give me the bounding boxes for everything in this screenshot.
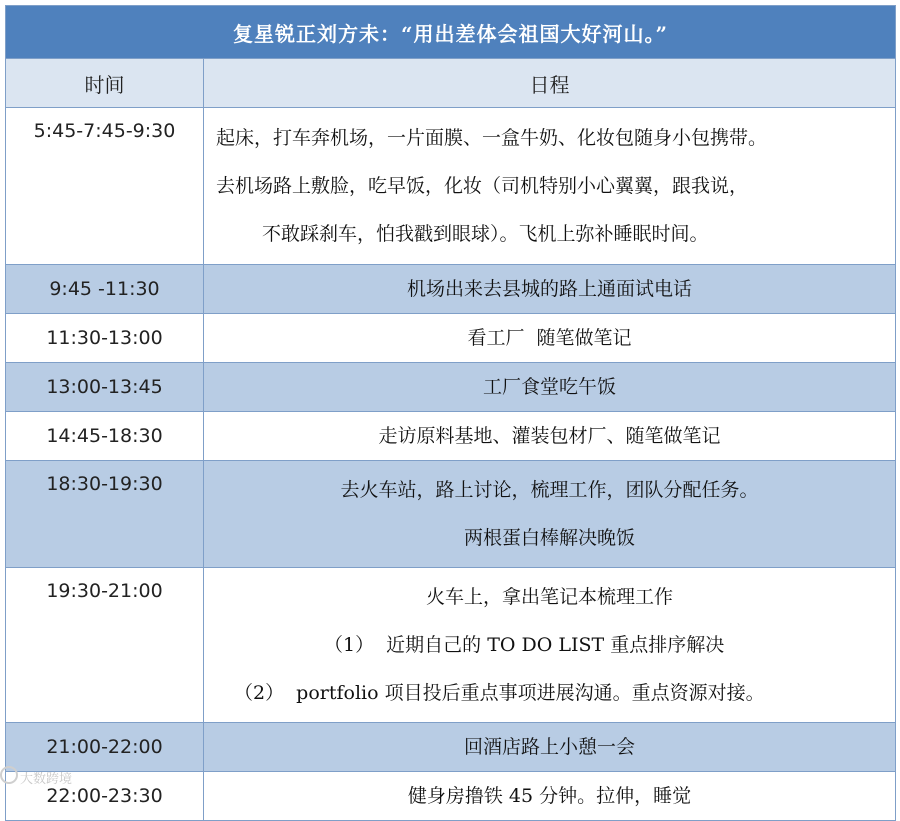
- time-cell: 14:45-18:30: [6, 412, 204, 461]
- schedule-cell: [204, 363, 896, 412]
- schedule-cell: [204, 772, 896, 821]
- time-cell: 11:30-13:00: [6, 314, 204, 363]
- time-cell: 19:30-21:00: [6, 568, 204, 723]
- watermark-text: 大数跨境: [20, 772, 73, 787]
- time-cell: 21:00-22:00: [6, 723, 204, 772]
- time-cell: 18:30-19:30: [6, 461, 204, 568]
- schedule-cell: [204, 265, 896, 314]
- schedule-line: 两根蛋白棒解决晚饭: [464, 527, 636, 549]
- time-cell: 22:00-23:30: [6, 772, 204, 821]
- schedule-table: [5, 5, 896, 821]
- schedule-cell: [204, 723, 896, 772]
- schedule-line: 健身房撸铁 45 分钟。拉伸，睡觉: [407, 785, 692, 807]
- time-cell: 9:45 -11:30: [6, 265, 204, 314]
- watermark-logo-icon: [0, 766, 18, 784]
- schedule-line: 走访原料基地、灌装包材厂、随笔做笔记: [378, 425, 721, 447]
- schedule-table-container: [5, 5, 895, 821]
- table-row: [6, 314, 896, 363]
- table-row: [6, 568, 896, 723]
- schedule-line: （1） 近期自己的 TO DO LIST 重点排序解决: [324, 634, 725, 656]
- schedule-cell: [204, 108, 896, 265]
- schedule-line: 不敢踩刹车，怕我戳到眼球）。飞机上弥补睡眠时间。: [262, 223, 709, 245]
- table-row: [6, 723, 896, 772]
- table-row: [6, 363, 896, 412]
- schedule-cell: [204, 568, 896, 723]
- table-row: [6, 412, 896, 461]
- table-row: [6, 461, 896, 568]
- schedule-line: （2） portfolio 项目投后重点事项进展沟通。重点资源对接。: [234, 682, 765, 704]
- schedule-line: 工厂食堂吃午饭: [483, 376, 617, 398]
- title-row: [6, 6, 896, 59]
- table-row: [6, 772, 896, 821]
- schedule-line: 去机场路上敷脸，吃早饭，化妆（司机特别小心翼翼，跟我说，: [216, 175, 749, 197]
- schedule-cell: [204, 412, 896, 461]
- column-header-time: 时间: [6, 59, 204, 108]
- schedule-cell: [204, 314, 896, 363]
- header-row: [6, 59, 896, 108]
- schedule-cell: [204, 461, 896, 568]
- schedule-line: 去火车站，路上讨论，梳理工作，团队分配任务。: [340, 479, 759, 501]
- schedule-line: 火车上，拿出笔记本梳理工作: [426, 586, 674, 608]
- time-cell: 13:00-13:45: [6, 363, 204, 412]
- schedule-line: 回酒店路上小憩一会: [464, 736, 636, 758]
- schedule-line: 机场出来去县城的路上通面试电话: [407, 278, 693, 300]
- table-row: [6, 108, 896, 265]
- table-row: [6, 265, 896, 314]
- column-header-schedule: 日程: [204, 59, 896, 108]
- schedule-line: 起床，打车奔机场，一片面膜、一盒牛奶、化妆包随身小包携带。: [216, 127, 768, 149]
- time-cell: 5:45-7:45-9:30: [6, 108, 204, 265]
- schedule-line: 看工厂 随笔做笔记: [467, 327, 632, 349]
- table-title: 复星锐正刘方未：“用出差体会祖国大好河山。”: [6, 6, 896, 59]
